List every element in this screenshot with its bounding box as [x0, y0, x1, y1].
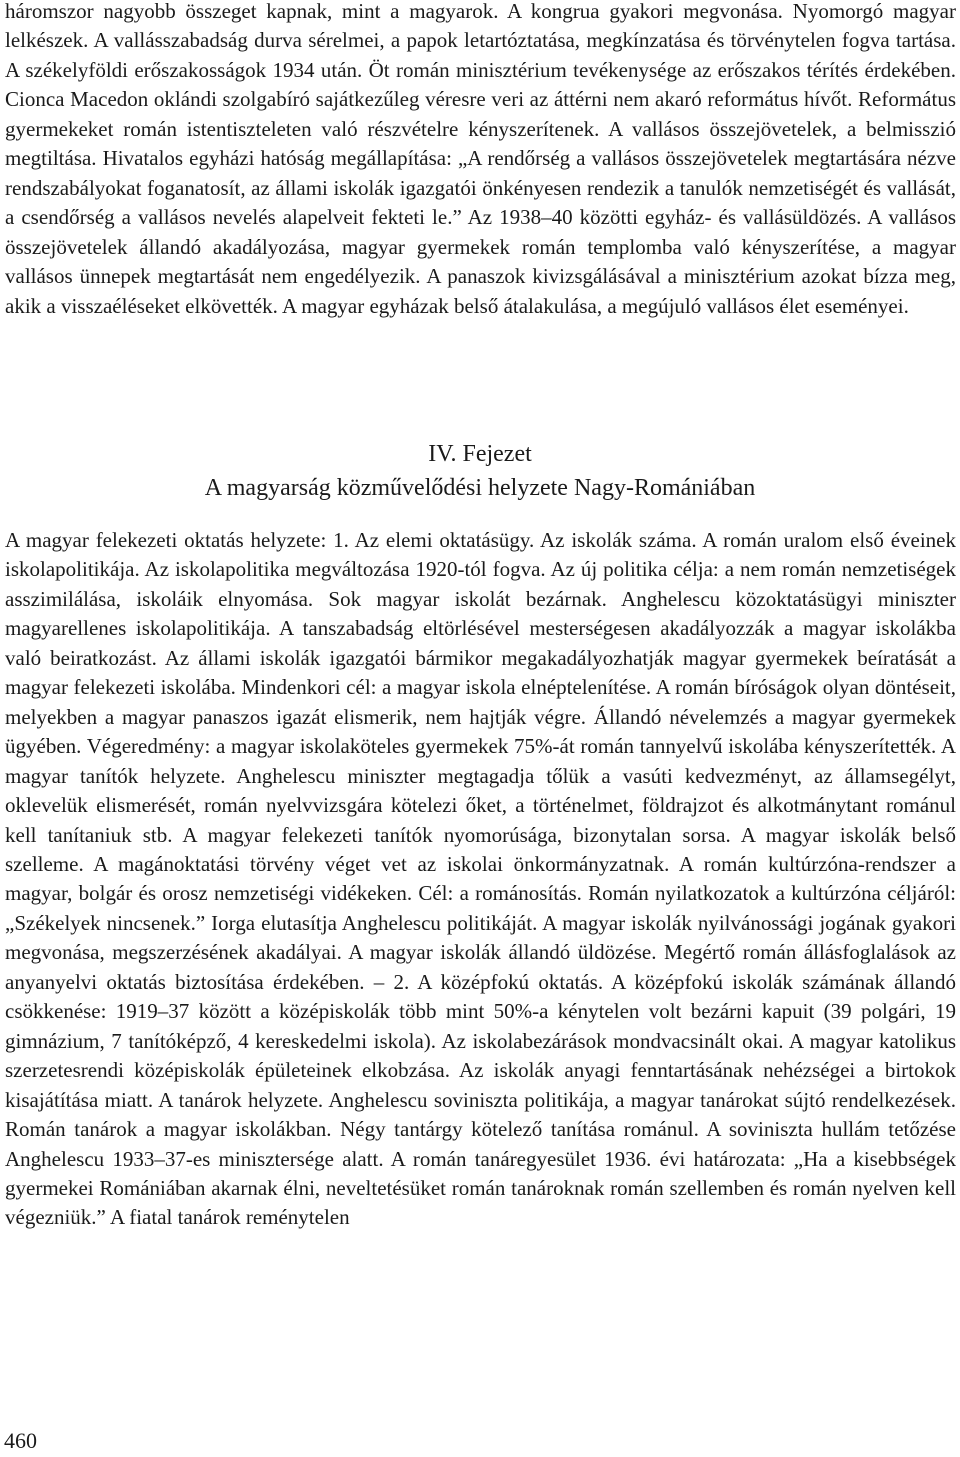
body-paragraph-top: háromszor nagyobb összeget kapnak, mint a magyarok. A kongrua gyakori megvonása. Nyomorgó magyar lelkészek. A vallásszabadság durva sérelmei, a papok letartóztatása, megkínzatása és törvénytelen fogva tartása. A székelyföldi erőszakosságok 1934 után. Öt román minisztérium tevékenysége az erőszakos térítés érdekében. Cionca Macedon oklándi szolgabíró sajátkezűleg véresre veri az áttérni nem akaró református hívőt. Református gyermekeket román istentiszteleten való részvételre kényszerítenek. A vallásos összejövetelek, a belmisszió megtiltása. Hivatalos egyházi hatóság megállapítása: „A rendőrség a vallásos összejövetelek megtartására nézve rendszabályokat foganatosít, az állami iskolák igazgatói önkényesen rendezik a tanulók nemzetiségét és vallását, a csendőrség a vallásos nevelés alapelveit fekteti le.” Az 1938–40 közötti egyház- és vallásüldözés. A vallásos összejövetelek állandó akadályozása, magyar gyermekek román templomba való kényszerítése, a magyar vallásos ünnepek megtartását nem engedélyezik. A panaszok kivizsgálásával a minisztérium azokat bízza meg, akik a visszaéléseket elkövették. A magyar egyházak belső átalakulása, a megújuló vallásos élet eseményei.: [5, 0, 956, 318]
body-paragraph-bottom: A magyar felekezeti oktatás helyzete: 1. Az elemi oktatásügy. Az iskolák száma. A román uralom első éveinek iskolapolitikája. Az iskolapolitika megváltozása 1920-tól fogva. Az új politika célja: a nem román nemzetiségek asszimilálása, iskoláik elnyomása. Sok magyar iskolát bezárnak. Anghelescu közoktatásügyi miniszter magyarellenes iskolapolitikája. A tanszabadság eltörlésével mesterségesen akadályozzák a magyar iskolákba való beiratkozást. Az állami iskolák igazgatói bármikor megakadályozhatják magyar gyermekek beíratását a magyar felekezeti iskolába. Mindenkori cél: a magyar iskola elnéptelenítése. A román bíróságok olyan döntéseit, melyekben a magyar panaszos igazát elismerik, nem hajtják végre. Állandó névelemzés a magyar gyermekek ügyében. Végeredmény: a magyar iskolaköteles gyermekek 75%-át román tannyelvű iskolába kényszerítették. A magyar tanítók helyzete. Anghelescu miniszter megtagadja tőlük a vasúti kedvezményt, az államsegélyt, oklevelük elismerését, román nyelvvizsgára kötelezi őket, a történelmet, földrajzot és alkotmánytant románul kell tanítaniuk stb. A magyar felekezeti tanítók nyomorúsága, bizonytalan sorsa. A magyar iskolák belső szelleme. A magánoktatási törvény véget vet az iskolai önkormányzatnak. A román kultúrzóna-rendszer a magyar, bolgár és orosz nemzetiségi vidékeken. Cél: a románosítás. Román nyilatkozatok a kultúrzóna céljáról: „Székelyek nincsenek.” Iorga elutasítja Anghelescu politikáját. A magyar iskolák nyilvánossági jogának gyakori megvonása, megszerzésének akadályai. A magyar iskolák állandó üldözése. Megértő román állásfoglalások az anyanyelvi oktatás biztosítása érdekében. – 2. A középfokú oktatás. A középfokú iskolák számának állandó csökkenése: 1919–37 között a középiskolák több mint 50%-a kénytelen volt bezárni kapuit (39 polgári, 19 gimnázium, 7 tanítóképző, 4 kereskedelmi iskola). Az iskolabezárások mondvacsinált okai. A magyar katolikus szerzetesrendi középiskolák épületeinek elkobzása. Az iskolák anyagi fenntartásának nehézségei a birtokok kisajátítása miatt. A tanárok helyzete. Anghelescu soviniszta politikája, a magyar tanárokat sújtó rendelkezések. Román tanárok a magyar iskolákban. Négy tantárgy kötelező tanítása románul. A soviniszta hullám tetőzése Anghelescu 1933–37-es minisztersége alatt. A román tanáregyesület 1936. évi határozata: „Ha a kisebbségek gyermekei Romániában akarnak élni, neveltetésüket román tanároknak román szellemben és román nyelven kell végezniük.” A fiatal tanárok reménytelen: [5, 528, 956, 1230]
page-number: 460: [4, 1428, 37, 1453]
chapter-number: IV. Fejezet: [428, 441, 532, 467]
chapter-title: A magyarság közművelődési helyzete Nagy-Romániában: [204, 475, 756, 501]
